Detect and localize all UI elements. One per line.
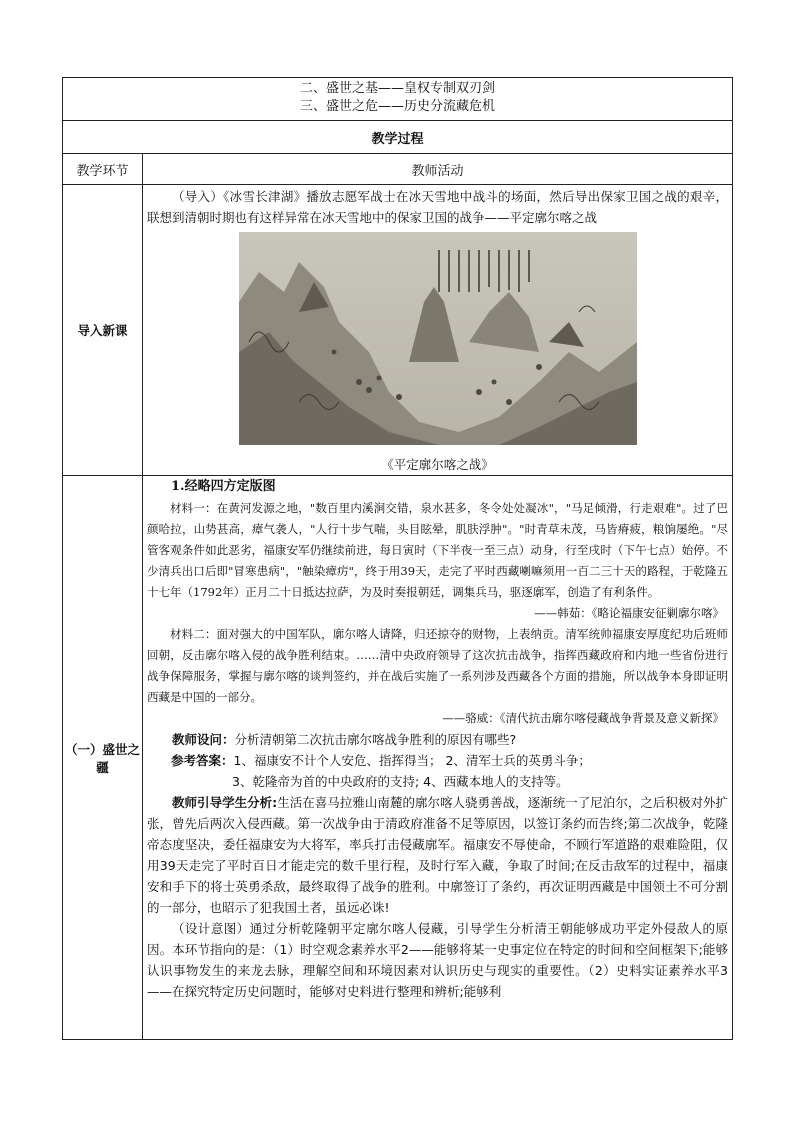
header-line-2: 三、盛世之危——历史分流藏危机 — [300, 99, 496, 114]
intro-row — [63, 185, 733, 476]
intro-label: 导入新课 — [63, 185, 143, 476]
header-row — [63, 78, 733, 121]
header-line-1: 二、盛世之基——皇权专制双刃剑 — [300, 81, 496, 96]
landscape-painting-image — [239, 232, 637, 445]
answer-text-1: 1、福康安不计个人安危、指挥得当； 2、清军士兵的英勇斗争； — [233, 753, 591, 768]
column-header-row — [63, 154, 733, 185]
question-text: 分析清朝第二次抗击廓尔喀战争胜利的原因有哪些? — [234, 732, 517, 747]
answer-label: 参考答案： — [171, 753, 234, 768]
material-2: 材料二：面对强大的中国军队，廓尔喀人请降，归还掠夺的财物，上表纳贡。清军统帅福康安厚度纪功后班师回朝，反击廓尔喀入侵的战争胜利结束。……清中央政府领导了这次抗击战争，指挥西藏政府和内地一些省份进行战争保障服务，掌握与廓尔喀的谈判签约，并在战后实施了一系列涉及西藏各个方面的措施，所以战争本身即证明西藏是中国的一部分。 — [147, 627, 729, 704]
section1-row — [63, 476, 733, 1040]
lesson-table — [62, 77, 733, 1040]
column-header-right: 教师活动 — [143, 154, 733, 185]
answer-line-1 — [143, 750, 732, 771]
column-header-left: 教学环节 — [63, 154, 143, 185]
section-title: 教学过程 — [63, 121, 733, 154]
guide-text: 生活在喜马拉雅山南麓的廓尔喀人骁勇善战，逐渐统一了尼泊尔，之后积极对外扩张，曾先后两次入侵西藏。第一次战争由于清政府准备不足等原因，以签订条约而告终;第二次战争，乾隆帝态度坚决，委任福康安为大将军，率兵打击侵藏廓军。福康安不辱使命，不顾行军道路的艰难险阻，仅用39天走完了平时百日才能走完的数千里行程，及时行军入藏，争取了时间;在反击敌军的过程中，福康安和手下的将士英勇杀敌，最终取得了战争的胜利。中廓签订了条约，再次证明西藏是中国领土不可分割的一部分，也昭示了犯我国土者，虽远必诛! — [147, 795, 729, 915]
section1-heading: 1.经略四方定版图 — [171, 479, 276, 494]
teacher-guide — [143, 792, 732, 918]
intro-text: （导入）《冰雪长津湖》播放志愿军战士在冰天雪地中战斗的场面，然后导出保家卫国之战的艰辛，联想到清朝时期也有这样异常在冰天雪地中的保家卫国的战争——平定廓尔喀之战 — [147, 189, 729, 225]
design-intent: （设计意图）通过分析乾隆朝平定廓尔喀人侵藏，引导学生分析清王朝能够成功平定外侵敌人的原因。本环节指向的是：（1）时空观念素养水平2——能够将某一史事定位在特定的时间和空间框架下;能够认识事物发生的来龙去脉，理解空间和环境因素对认识历史与现实的重要性。（2）史料实证素养水平3——在探究特定历史问题时，能够对史料进行整理和辨析;能够利 — [147, 921, 729, 999]
section1-label: （一）盛世之疆 — [63, 476, 143, 1040]
section-title-row — [63, 121, 733, 154]
painting-caption: 《平定廓尔喀之战》 — [381, 457, 494, 472]
material-1-source: ——韩茹：《略论福康安征剿廓尔喀》 — [534, 606, 725, 620]
material-2-source: ——骆威：《清代抗击廓尔喀侵藏战争背景及意义新探》 — [442, 711, 725, 725]
guide-label: 教师引导学生分析: — [172, 795, 278, 810]
material-1: 材料一：在黄河发源之地，"数百里内溪涧交错，泉水甚多，冬令处处凝冰"，"马足倾滑，行走艰难"。过了巴颜哈拉，山势甚高，瘴气袭人，"人行十步气喘，头目眩晕，肌肤浮肿"。"时青草未茂，马皆瘠疲，粮饷屡绝。"尽管客观条件如此恶劣，福康安军仍继续前进，每日寅时（下半夜一至三点）动身，行至戌时（下午七点）始停。不少清兵出口后即"冒寒患病"，"触染瘴疠"，终于用39天，走完了平时西藏喇嘛须用一百二三十天的路程，于乾隆五十七年（1792年）正月二十日抵达拉萨，为及时奏报朝廷，调集兵马，驱逐廓军，创造了有利条件。 — [147, 501, 729, 599]
teacher-question — [143, 729, 732, 750]
question-label: 教师设问： — [172, 732, 235, 747]
answer-line-2: 3、乾隆帝为首的中央政府的支持; 4、西藏本地人的支持等。 — [232, 774, 569, 789]
